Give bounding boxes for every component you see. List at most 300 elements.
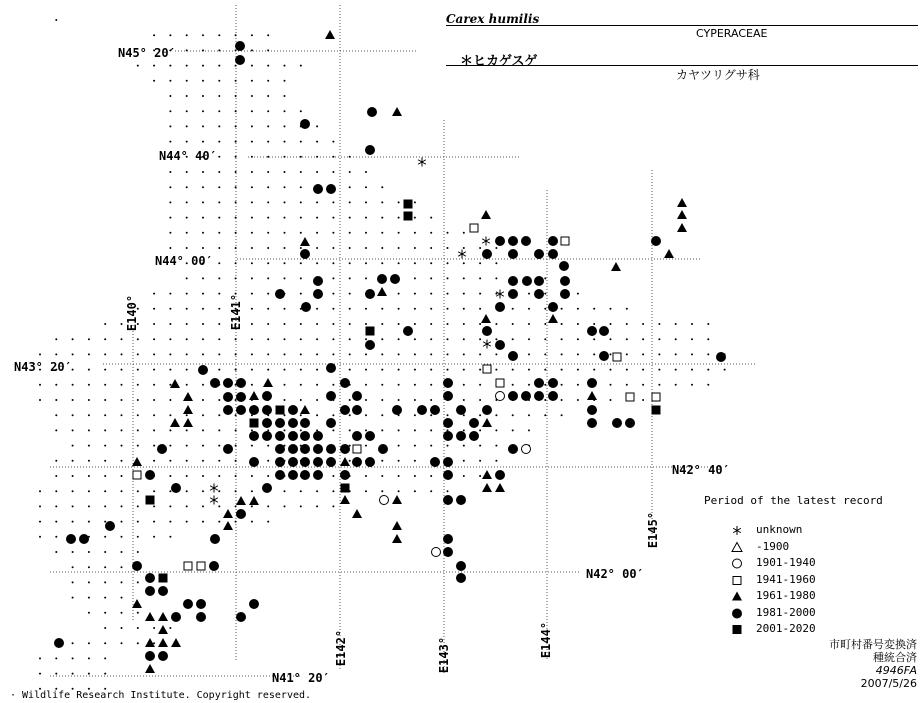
longitude-label: E144° [539, 621, 553, 659]
grid-dot [447, 293, 449, 295]
grid-dot [202, 460, 204, 462]
grid-dot [235, 80, 237, 82]
grid-dot [153, 338, 155, 340]
grid-dot [72, 657, 74, 659]
grid-dot [414, 201, 416, 203]
family-name: CYPERACEAE [696, 27, 768, 40]
grid-dot [72, 490, 74, 492]
record-marker-filled-circle [145, 586, 155, 596]
grid-dot [463, 399, 465, 401]
record-marker-filled-circle [495, 340, 505, 350]
grid-dot [88, 429, 90, 431]
grid-dot [430, 277, 432, 279]
grid-dot [300, 323, 302, 325]
record-marker-asterisk [210, 496, 218, 505]
grid-dot [300, 277, 302, 279]
grid-dot [251, 323, 253, 325]
grid-dot [251, 95, 253, 97]
grid-dot [332, 323, 334, 325]
record-marker-filled-circle [548, 236, 558, 246]
grid-dot [610, 323, 612, 325]
grid-dot [284, 353, 286, 355]
grid-dot [642, 338, 644, 340]
record-marker-filled-circle [223, 378, 233, 388]
record-marker-filled-circle [171, 612, 181, 622]
grid-dot [528, 369, 530, 371]
grid-dot [169, 521, 171, 523]
grid-dot [447, 277, 449, 279]
grid-dot [55, 399, 57, 401]
grid-dot [169, 186, 171, 188]
grid-dot [235, 65, 237, 67]
record-marker-filled-circle [262, 405, 272, 415]
status-block [829, 638, 917, 690]
grid-dot [414, 475, 416, 477]
grid-dot [218, 232, 220, 234]
grid-dot [642, 369, 644, 371]
record-marker-filled-circle [548, 249, 558, 259]
grid-dot [447, 490, 449, 492]
record-marker-filled-circle [443, 470, 453, 480]
record-marker-filled-circle [352, 431, 362, 441]
record-marker-filled-circle [443, 534, 453, 544]
record-marker-filled-triangle [183, 392, 193, 401]
grid-dot [463, 232, 465, 234]
grid-dot [88, 597, 90, 599]
grid-dot [479, 277, 481, 279]
record-marker-filled-circle [482, 249, 492, 259]
grid-dot [349, 277, 351, 279]
grid-dot [169, 217, 171, 219]
grid-dot [284, 217, 286, 219]
grid-dot [349, 338, 351, 340]
grid-dot [349, 171, 351, 173]
grid-dot [121, 353, 123, 355]
grid-dot [300, 399, 302, 401]
grid-dot [447, 353, 449, 355]
grid-dot [104, 505, 106, 507]
grid-dot [365, 384, 367, 386]
grid-dot [284, 141, 286, 143]
grid-dot [186, 521, 188, 523]
record-marker-filled-circle [313, 184, 323, 194]
grid-dot [593, 369, 595, 371]
grid-dot [186, 414, 188, 416]
grid-dot [365, 217, 367, 219]
grid-dot [479, 414, 481, 416]
grid-dot [316, 490, 318, 492]
grid-dot [561, 384, 563, 386]
grid-dot [202, 445, 204, 447]
grid-dot [414, 247, 416, 249]
grid-dot [88, 657, 90, 659]
grid-dot [512, 369, 514, 371]
record-marker-filled-circle [262, 431, 272, 441]
grid-dot [495, 369, 497, 371]
grid-dot [251, 110, 253, 112]
grid-dot [72, 429, 74, 431]
grid-dot [349, 399, 351, 401]
grid-dot [104, 353, 106, 355]
grid-dot [235, 475, 237, 477]
record-marker-filled-triangle [145, 664, 155, 673]
grid-dot [202, 475, 204, 477]
record-marker-filled-circle [377, 274, 387, 284]
grid-dot [479, 384, 481, 386]
grid-dot [186, 308, 188, 310]
grid-dot [447, 323, 449, 325]
grid-dot [332, 384, 334, 386]
grid-dot [381, 460, 383, 462]
record-marker-open-square [353, 445, 361, 453]
grid-dot [169, 232, 171, 234]
grid-dot [39, 399, 41, 401]
record-marker-filled-square [250, 419, 259, 428]
grid-dot [267, 232, 269, 234]
record-marker-filled-circle [456, 573, 466, 583]
grid-dot [218, 521, 220, 523]
record-marker-filled-circle [288, 431, 298, 441]
record-marker-filled-circle [534, 276, 544, 286]
record-marker-filled-circle [625, 418, 635, 428]
coordinate-grid-lines [50, 5, 755, 676]
grid-dot [398, 232, 400, 234]
grid-dot [479, 475, 481, 477]
grid-dot [39, 673, 41, 675]
grid-dot [104, 551, 106, 553]
grid-dot [724, 369, 726, 371]
grid-dot [414, 460, 416, 462]
record-marker-filled-circle [249, 457, 259, 467]
grid-dot [332, 277, 334, 279]
grid-dot [251, 277, 253, 279]
grid-dot [430, 369, 432, 371]
grid-dot [300, 171, 302, 173]
grid-dot [235, 521, 237, 523]
grid-dot [316, 247, 318, 249]
record-marker-filled-circle [275, 431, 285, 441]
grid-dot [218, 338, 220, 340]
grid-dot [479, 262, 481, 264]
grid-dot [691, 338, 693, 340]
grid-dot [121, 612, 123, 614]
grid-dot [218, 414, 220, 416]
record-marker-filled-triangle [664, 249, 674, 258]
grid-dot [349, 323, 351, 325]
grid-dot [202, 353, 204, 355]
grid-dot [430, 445, 432, 447]
grid-dot [316, 399, 318, 401]
record-marker-filled-circle [456, 431, 466, 441]
grid-dot [72, 597, 74, 599]
grid-dot [267, 445, 269, 447]
record-marker-filled-circle [66, 534, 76, 544]
record-marker-filled-triangle [481, 210, 491, 219]
record-marker-filled-circle [443, 495, 453, 505]
grid-dot [218, 186, 220, 188]
grid-dot [267, 323, 269, 325]
grid-dot [251, 201, 253, 203]
grid-dot [251, 247, 253, 249]
record-marker-open-square [133, 471, 141, 479]
grid-dot [365, 445, 367, 447]
record-marker-filled-circle [288, 470, 298, 480]
grid-dot [577, 369, 579, 371]
grid-dot [284, 247, 286, 249]
grid-dot [202, 384, 204, 386]
grid-dot [39, 384, 41, 386]
grid-dot [381, 475, 383, 477]
grid-dot [284, 65, 286, 67]
grid-dot [251, 475, 253, 477]
grid-dot [251, 186, 253, 188]
grid-dot [169, 429, 171, 431]
grid-dot [202, 186, 204, 188]
grid-dot [88, 612, 90, 614]
grid-dot [284, 323, 286, 325]
grid-dot [284, 384, 286, 386]
record-marker-filled-circle [105, 521, 115, 531]
legend-label: 1941-1960 [756, 572, 816, 586]
record-marker-filled-triangle [170, 418, 180, 427]
grid-dot [300, 201, 302, 203]
record-marker-filled-circle [235, 41, 245, 51]
grid-dot [267, 353, 269, 355]
grid-dot [544, 308, 546, 310]
record-marker-filled-circle [560, 289, 570, 299]
grid-dot [55, 490, 57, 492]
grid-dot [251, 80, 253, 82]
longitude-label: E140° [125, 294, 139, 332]
record-marker-filled-circle [262, 483, 272, 493]
grid-dot [218, 125, 220, 127]
grid-dot [104, 369, 106, 371]
grid-dot [479, 308, 481, 310]
record-marker-filled-triangle [183, 418, 193, 427]
record-marker-filled-circle [521, 391, 531, 401]
record-marker-filled-circle [300, 431, 310, 441]
grid-dot [398, 429, 400, 431]
record-marker-filled-circle [548, 378, 558, 388]
grid-dot [430, 475, 432, 477]
grid-dot [72, 460, 74, 462]
grid-dot [169, 80, 171, 82]
grid-dot [284, 80, 286, 82]
grid-dot [121, 414, 123, 416]
grid-dot [186, 49, 188, 51]
record-marker-filled-triangle [340, 457, 350, 466]
grid-dot [202, 65, 204, 67]
grid-dot [414, 232, 416, 234]
grid-dot [316, 141, 318, 143]
record-marker-filled-circle [651, 236, 661, 246]
grid-dot [267, 171, 269, 173]
grid-dot [463, 323, 465, 325]
grid-dot [169, 414, 171, 416]
record-marker-filled-circle [326, 184, 336, 194]
grid-dot [218, 308, 220, 310]
grid-dot [316, 125, 318, 127]
grid-dot [169, 308, 171, 310]
record-marker-filled-circle [236, 392, 246, 402]
grid-dot [430, 308, 432, 310]
record-marker-filled-circle [443, 431, 453, 441]
grid-dot [658, 369, 660, 371]
grid-dot [121, 475, 123, 477]
grid-dot [267, 110, 269, 112]
grid-dot [218, 323, 220, 325]
grid-dot [121, 597, 123, 599]
grid-dot [365, 369, 367, 371]
record-marker-filled-circle [521, 236, 531, 246]
record-marker-filled-circle [288, 405, 298, 415]
grid-dot [137, 536, 139, 538]
grid-dot [202, 277, 204, 279]
grid-dot [316, 505, 318, 507]
grid-dot [349, 156, 351, 158]
grid-dot [349, 186, 351, 188]
grid-dot [267, 338, 269, 340]
grid-dot [626, 369, 628, 371]
grid-dot [153, 627, 155, 629]
record-marker-filled-circle [482, 326, 492, 336]
grid-dot [365, 262, 367, 264]
title-rule [446, 25, 918, 26]
grid-dot [39, 490, 41, 492]
grid-dot [186, 34, 188, 36]
legend-item [704, 622, 883, 639]
record-marker-filled-circle [301, 302, 311, 312]
grid-dot [137, 414, 139, 416]
grid-dot [121, 399, 123, 401]
grid-dot [39, 353, 41, 355]
grid-dot [463, 262, 465, 264]
grid-dot [121, 429, 123, 431]
grid-dot [381, 338, 383, 340]
grid-dot [169, 475, 171, 477]
grid-dot [104, 338, 106, 340]
legend [704, 494, 883, 639]
record-marker-filled-triangle [223, 521, 233, 530]
grid-dot [202, 80, 204, 82]
record-marker-asterisk [418, 158, 426, 167]
grid-dot [528, 429, 530, 431]
grid-dot [495, 277, 497, 279]
grid-dot [365, 475, 367, 477]
grid-dot [349, 429, 351, 431]
grid-dot [642, 323, 644, 325]
record-marker-filled-circle [313, 444, 323, 454]
record-marker-filled-circle [236, 509, 246, 519]
grid-dot [675, 353, 677, 355]
grid-dot [186, 475, 188, 477]
record-marker-open-square [652, 393, 660, 401]
record-marker-filled-triangle [145, 612, 155, 621]
record-marker-open-square [496, 379, 504, 387]
record-marker-filled-circle [275, 418, 285, 428]
grid-dot [169, 399, 171, 401]
grid-dot [349, 293, 351, 295]
grid-dot [544, 277, 546, 279]
grid-dot [610, 384, 612, 386]
grid-dot [365, 186, 367, 188]
grid-dot [267, 95, 269, 97]
grid-dot [72, 566, 74, 568]
legend-symbol [733, 526, 741, 535]
grid-dot [251, 141, 253, 143]
record-marker-filled-circle [235, 55, 245, 65]
grid-dot [479, 399, 481, 401]
grid-dot [137, 581, 139, 583]
grid-dot [365, 490, 367, 492]
grid-dot [186, 95, 188, 97]
grid-dot [235, 247, 237, 249]
grid-dot [169, 201, 171, 203]
grid-dot [610, 338, 612, 340]
record-marker-filled-triangle [587, 391, 597, 400]
grid-dot [430, 217, 432, 219]
grid-dot [463, 293, 465, 295]
grid-dot [55, 475, 57, 477]
record-marker-filled-circle [313, 470, 323, 480]
grid-dot [153, 399, 155, 401]
record-marker-filled-circle [288, 444, 298, 454]
record-marker-filled-circle [196, 599, 206, 609]
record-marker-filled-square [404, 200, 413, 209]
record-marker-filled-circle [443, 547, 453, 557]
record-marker-filled-circle [508, 236, 518, 246]
grid-dot [153, 65, 155, 67]
grid-dot [186, 186, 188, 188]
grid-dot [153, 308, 155, 310]
grid-dot [267, 217, 269, 219]
grid-dot [186, 353, 188, 355]
grid-dot [300, 414, 302, 416]
grid-dot [430, 429, 432, 431]
grid-dot [398, 262, 400, 264]
record-marker-filled-circle [365, 340, 375, 350]
grid-dot [561, 308, 563, 310]
grid-dot [267, 262, 269, 264]
record-marker-filled-circle [288, 418, 298, 428]
grid-dot [626, 338, 628, 340]
grid-dot [512, 308, 514, 310]
grid-dot [202, 490, 204, 492]
grid-dot [381, 262, 383, 264]
grid-dot [153, 521, 155, 523]
grid-dot [610, 308, 612, 310]
grid-dot [153, 384, 155, 386]
grid-dot [398, 217, 400, 219]
grid-dot [398, 293, 400, 295]
grid-dot [463, 247, 465, 249]
grid-dot [463, 384, 465, 386]
grid-dot [169, 171, 171, 173]
record-marker-filled-circle [340, 405, 350, 415]
grid-dot [267, 475, 269, 477]
grid-dot [675, 384, 677, 386]
grid-dot [88, 581, 90, 583]
grid-dot [202, 232, 204, 234]
grid-dot [267, 125, 269, 127]
grid-dot [55, 384, 57, 386]
survey-grid-dots [39, 19, 726, 690]
grid-dot [658, 353, 660, 355]
grid-dot [169, 536, 171, 538]
record-marker-filled-circle [534, 249, 544, 259]
grid-dot [316, 353, 318, 355]
record-marker-filled-circle [495, 236, 505, 246]
